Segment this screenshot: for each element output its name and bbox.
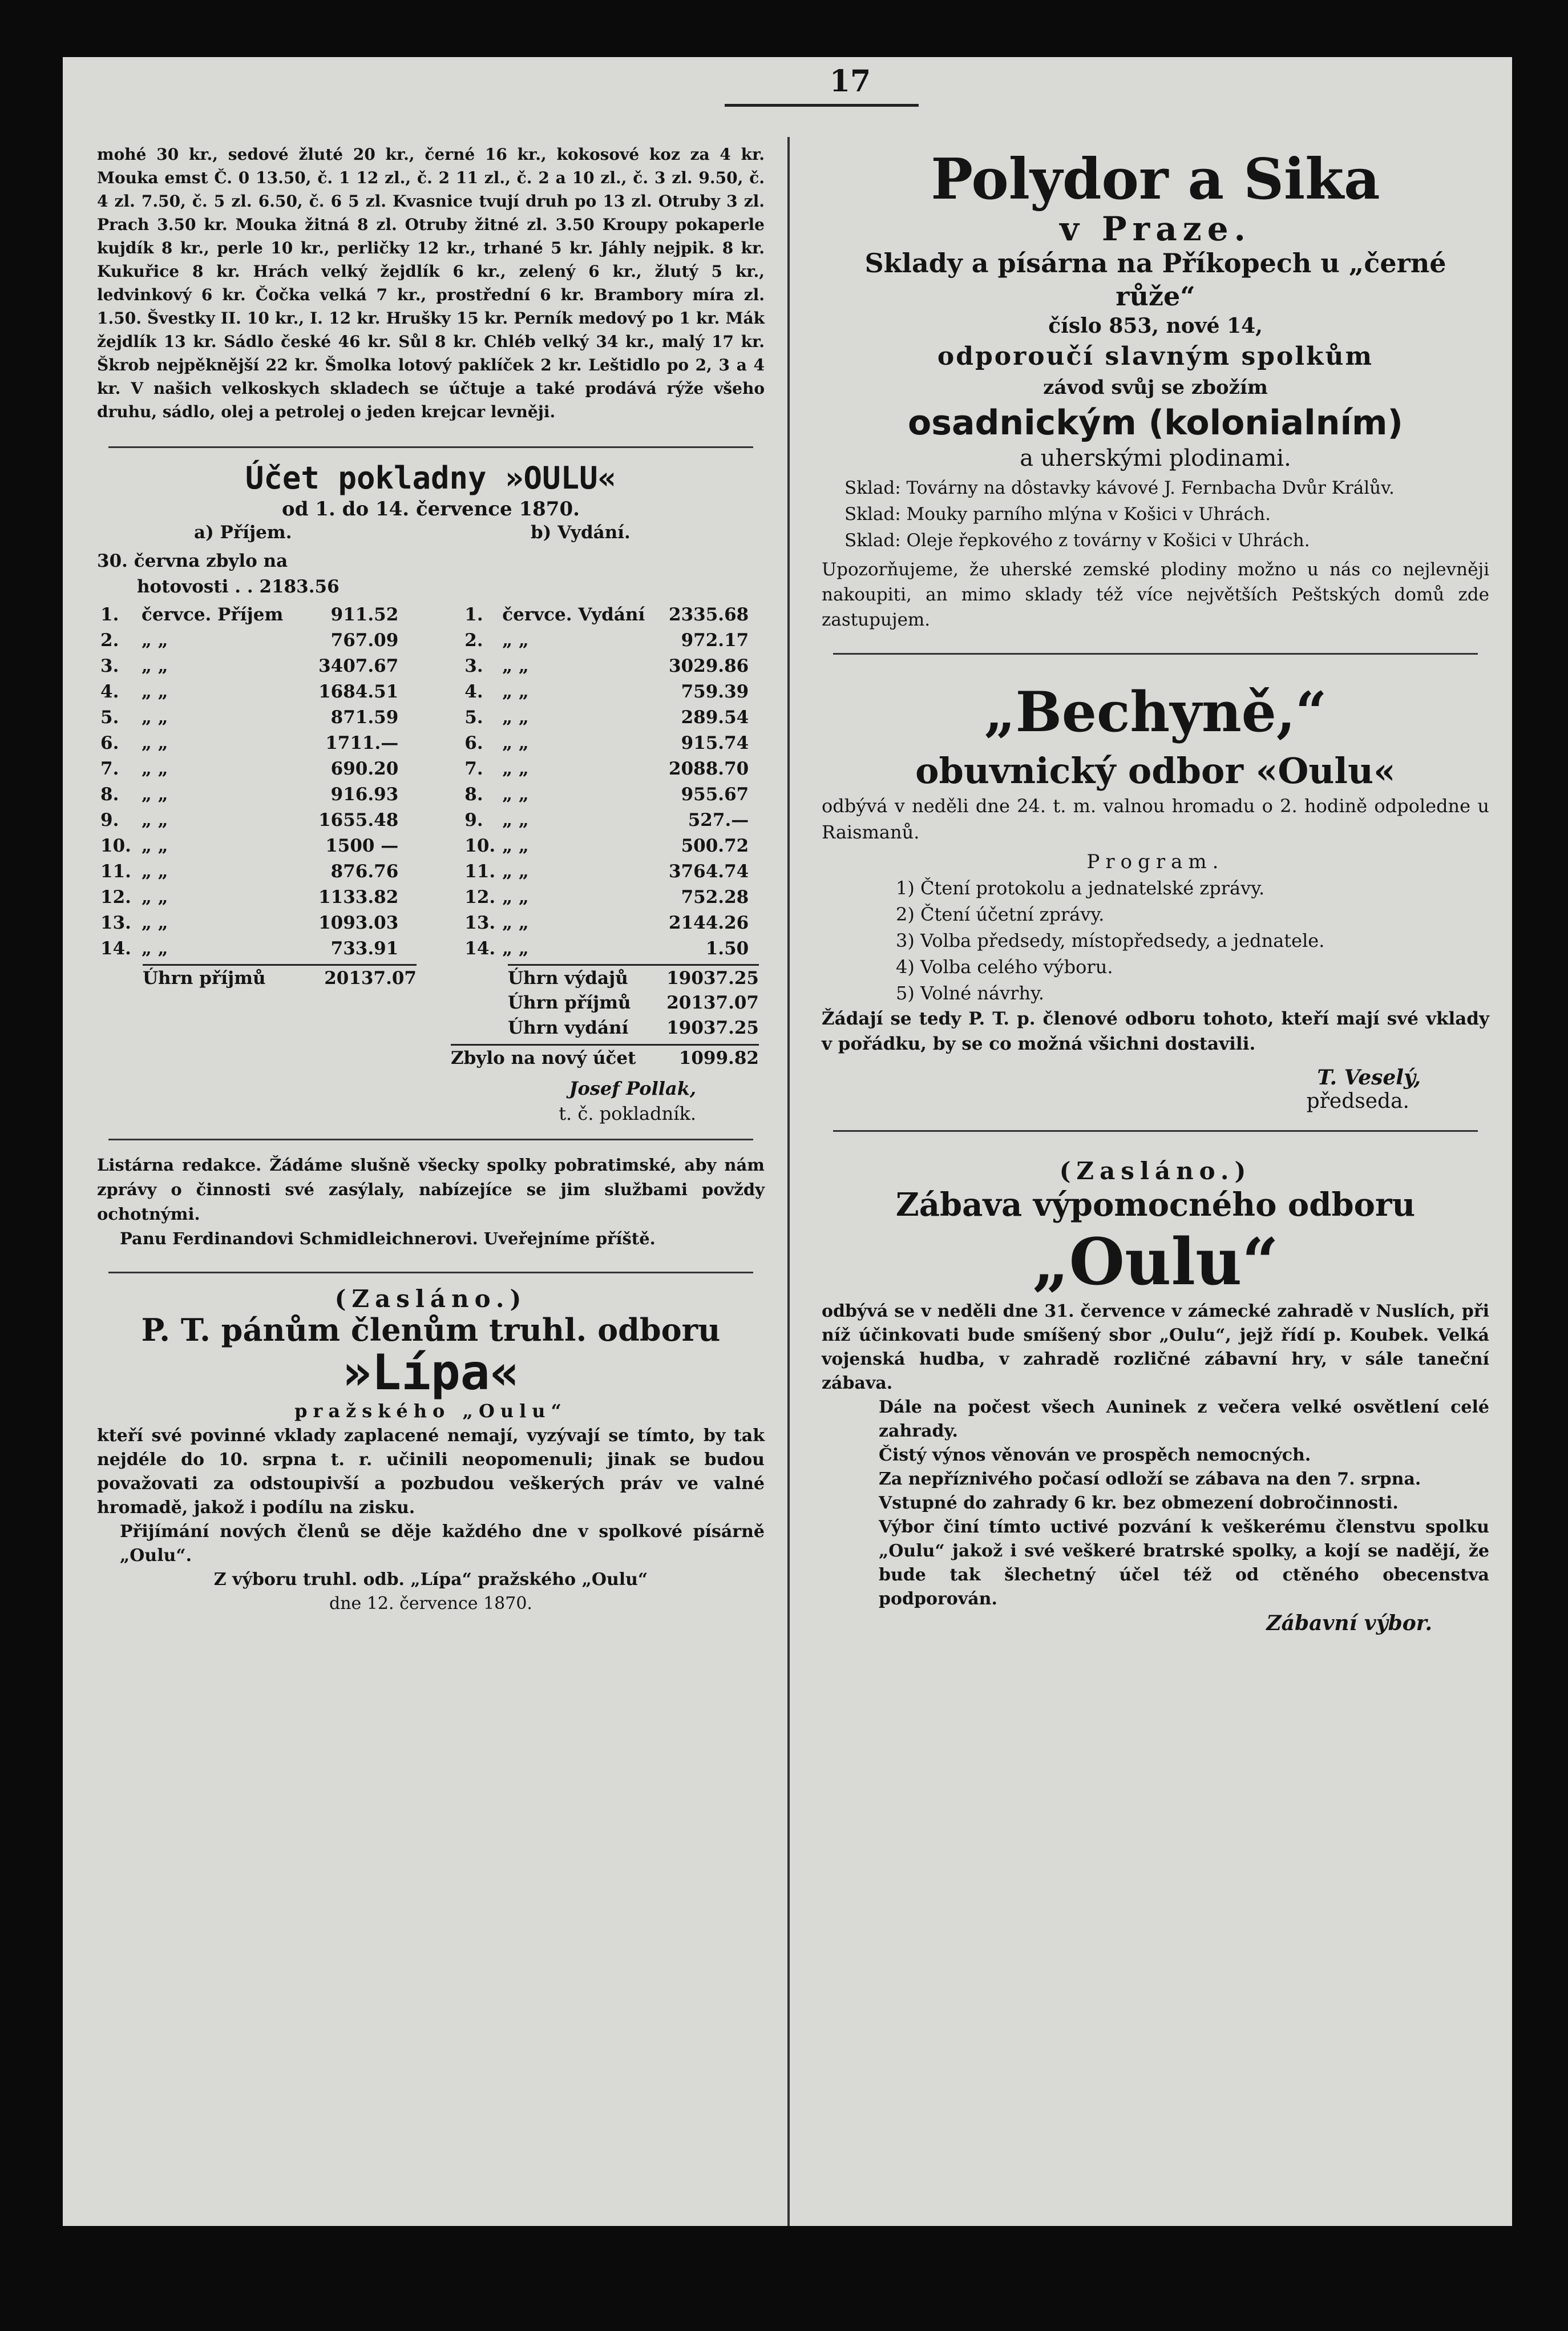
day: 3. [464,656,483,676]
sum-income-value: 20137.07 [666,993,759,1013]
account-row [97,910,752,936]
price-list: mohé 30 kr., sedové žluté 20 kr., černé 16 kr., kokosové koz za 4 kr. Mouka emst Č. 0 13.50, č. 1 12 zl., č. 2 11 zl., č. 2 a 10 zl., č. 3 zl. 9.50, č. 4 zl. 7.50, č. 5 zl. 6.50, č. 6 5 zl. Kvasnice tvují druh po 13 zl. Otruby 3 zl. Prach 3.50 kr. Mouka žitná 8 zl. Otruby žitné zl. 3.50 Kroupy pokaperle kujdík 8 kr., perle 10 kr., perličky 12 kr., trhané 5 kr. Jáhly nejpik. 8 kr. Kukuřice 8 kr. Hrách velký žejdlík 6 kr., zelený 6 kr., žlutý 5 kr., ledvinkový 6 kr. Čočka velká 7 kr., prostřední 6 kr. Brambory míra zl. 1.50. Švestky II. 10 kr., I. 12 kr. Hrušky 15 kr. Perník medový po 1 kr. Mák žejdlík 13 kr. Sádlo české 46 kr. Sůl 8 kr. Chléb velký 34 kr., malý 17 kr. Škrob nejpěknější 22 kr. Šmolka lotový paklíček 2 kr. Leštidlo po 2, 3 a 4 kr. V našich velkoskych skladech se účtuje a také prodává rýže všeho druhu, sádlo, olej a petrolej o jeden krejcar levněji. [97,145,765,421]
expense-value: 752.28 [681,887,749,908]
opening-label-1: června zbylo na [134,551,288,571]
right-column [822,143,1489,1635]
cashier-name: Josef Pollak, [569,1078,696,1099]
income-label: červce. Příjem [142,604,284,625]
account-row [97,705,752,731]
day: 7. [100,759,119,779]
income-label: „ „ [142,836,168,856]
expense-label: „ „ [502,784,529,805]
expense-label: „ „ [502,887,529,908]
program-item: 4) Volba celého výboru. [896,956,1113,978]
day: 4. [464,681,483,702]
expense-label: „ „ [502,759,529,779]
opening-value: 2183.56 [259,576,340,597]
income-header: a) Příjem. [194,522,292,543]
account-row [97,679,752,705]
lipa-name: »Lípa« [342,1344,520,1401]
account-row [97,885,752,910]
zabava-text-5: Vstupné do zahrady 6 kr. bez obmezení dobročinnosti. [879,1493,1399,1513]
expense-label: červce. Vydání [502,604,645,625]
income-label: „ „ [142,938,168,959]
expense-label: „ „ [502,707,529,728]
zabava-signature: Zábavní výbor. [1266,1611,1432,1635]
program-item: 1) Čtení protokolu a jednatelské zprávy. [896,877,1265,899]
firm-goods: osadnickým (kolonialním) [908,403,1403,443]
bechyne-subtitle: obuvnický odbor «Oulu« [915,750,1396,792]
cashier-signature [97,1076,765,1126]
income-value: 911.52 [330,604,399,625]
cashier-role: t. č. pokladník. [559,1103,696,1124]
income-total-row [143,964,417,991]
day: 3. [100,656,119,676]
divider [833,1130,1478,1132]
day: 2. [100,630,119,651]
divider [108,1139,753,1140]
opening-label-2: hotovosti [137,576,229,597]
income-label: „ „ [142,861,168,882]
newspaper-page [63,57,1512,2226]
expense-value: 915.74 [681,733,749,753]
income-label: „ „ [142,656,168,676]
day: 9. [464,810,483,830]
firm-stores: Sklady a písárna na Příkopech u „černé růže“ [864,248,1446,312]
day: 5. [100,707,119,728]
program-list [822,875,1489,1006]
day: 9. [100,810,119,830]
day: 14. [100,938,131,959]
firm-city: v Praze. [1060,209,1251,248]
zabava-text-4: Za nepříznivého počasí odloží se zábava na den 7. srpna. [879,1469,1421,1489]
expense-label: „ „ [502,861,529,882]
day: 2. [464,630,483,651]
account-row [97,859,752,885]
bechyne-text: odbývá v neděli dne 24. t. m. valnou hromadu o 2. hodině odpoledne u Raismanů. [822,795,1489,843]
expense-value: 955.67 [681,784,749,805]
expense-value: 500.72 [681,836,749,856]
firm-recommend: odporoučí slavným spolkům [937,342,1374,371]
day: 10. [464,836,496,856]
editorial-notes: Listárna redakce. Žádáme slušně všecky spolky pobratimské, aby nám zprávy o činnosti své zasýlaly, nabízejíce se jim službami povždy ochotnými. [97,1155,765,1224]
sum-income-row [508,990,759,1015]
day: 12. [100,887,131,908]
page-number: 17 [829,64,871,99]
expense-label: „ „ [502,733,529,753]
page-number-rule [725,104,919,107]
income-value: 1133.82 [318,887,399,908]
sum-expense-row [508,1015,759,1041]
expense-header: b) Vydání. [531,522,631,543]
day: 1. [100,604,119,625]
firm-goods-2: a uherskými plodinami. [1020,445,1291,471]
expense-label: „ „ [502,656,529,676]
account-title: Účet pokladny »OULU« [245,460,617,496]
income-label: „ „ [142,733,168,753]
income-label: „ „ [142,810,168,830]
firm-recommend-2: závod svůj se zbožím [1043,376,1268,399]
zabava-name: „Oulu“ [1032,1225,1279,1300]
divider [108,446,753,448]
opening-day: 30. [97,551,128,571]
account-row [97,654,752,679]
day: 13. [464,913,496,933]
expense-value: 3029.86 [669,656,749,676]
firm-address: číslo 853, nové 14, [1048,314,1263,338]
income-label: „ „ [142,707,168,728]
income-value: 871.59 [330,707,399,728]
income-value: 767.09 [330,630,399,651]
account-row [97,628,752,654]
account-row [97,782,752,808]
account-row [97,833,752,859]
income-total-value: 20137.07 [324,968,417,989]
bechyne-role: předseda. [1306,1090,1409,1113]
sum-expense-value: 19037.25 [666,1018,759,1038]
expense-value: 527.— [688,810,749,830]
day: 6. [100,733,119,753]
store-3: Sklad: Oleje řepkového z továrny v Košici v Uhrách. [844,530,1310,551]
income-label: „ „ [142,630,168,651]
sum-income-label: Úhrn příjmů [508,993,631,1013]
expense-value: 972.17 [681,630,749,651]
lipa-sign: Z výboru truhl. odb. „Lípa“ pražského „Oulu“ [213,1570,648,1590]
income-label: „ „ [142,913,168,933]
day: 4. [100,681,119,702]
day: 11. [100,861,131,882]
left-column [97,143,765,1616]
day: 5. [464,707,483,728]
day: 13. [100,913,131,933]
account-subtitle: od 1. do 14. července 1870. [282,498,580,521]
zabava-text-1: odbývá se v neděli dne 31. července v zámecké zahradě v Nuslích, při níž účinkovati bude smíšený sbor „Oulu“, jejž řídí p. Koubek. Velká vojenská hudba, v zahradě rozličné zábavní hry, v sále taneční zábava. [822,1301,1489,1393]
account-row [97,602,752,628]
zabava-text-3: Čistý výnos věnován ve prospěch nemocných. [879,1445,1311,1465]
program-item: 5) Volné návrhy. [896,982,1045,1004]
account-totals [97,962,765,1076]
income-value: 916.93 [330,784,399,805]
remainder-row [451,1044,759,1071]
firm-name: Polydor a Sika [931,147,1380,212]
program-label: Program. [1086,850,1225,873]
account-column-headers [97,522,765,549]
income-value: 1655.48 [318,810,399,830]
divider [108,1272,753,1273]
account-row [97,936,752,962]
store-1: Sklad: Továrny na dôstavky kávové J. Fernbacha Dvůr Králův. [844,478,1395,498]
account-row [97,756,752,782]
expense-value: 2335.68 [669,604,749,625]
income-value: 1711.— [325,733,399,753]
expense-label: „ „ [502,681,529,702]
expense-label: „ „ [502,810,529,830]
store-2: Sklad: Mouky parního mlýna v Košici v Uhrách. [844,504,1271,525]
income-value: 1684.51 [318,681,399,702]
remainder-label: Zbylo na nový účet [451,1048,636,1068]
lipa-date: dne 12. července 1870. [329,1594,532,1614]
day: 8. [100,784,119,805]
income-value: 733.91 [330,938,399,959]
expense-value: 2088.70 [669,759,749,779]
income-value: 3407.67 [318,656,399,676]
account-row [97,808,752,833]
income-total-label: Úhrn příjmů [143,968,266,989]
lipa-subtitle: pražského „Oulu“ [294,1400,567,1422]
expense-value: 2144.26 [669,913,749,933]
zabava-text-2: Dále na počest všech Auninek z večera velké osvětlení celé zahrady. [879,1397,1489,1441]
income-label: „ „ [142,784,168,805]
expense-value: 759.39 [681,681,749,702]
zaslano-label: (Zasláno.) [1059,1157,1252,1185]
sum-expense-label: Úhrn vydání [508,1018,629,1038]
opening-dots: . . [235,576,253,597]
income-label: „ „ [142,887,168,908]
expense-label: „ „ [502,630,529,651]
firm-stores-list [822,475,1489,554]
zaslano-label: (Zasláno.) [334,1285,527,1313]
bechyne-request: Žádají se tedy P. T. p. členové odboru tohoto, kteří mají své vklady v pořádku, by se co možná všichni dostavili. [822,1009,1489,1054]
income-label: „ „ [142,759,168,779]
editorial-note-2: Panu Ferdinandovi Schmidleichnerovi. Uveřejníme příště. [120,1229,656,1248]
day: 8. [464,784,483,805]
day: 1. [464,604,483,625]
bechyne-signature: T. Veselý, [1317,1066,1421,1090]
expense-label: „ „ [502,913,529,933]
divider [833,653,1478,655]
expense-label: „ „ [502,836,529,856]
day: 10. [100,836,131,856]
remainder-value: 1099.82 [678,1048,759,1068]
account-section [97,461,765,1126]
income-value: 876.76 [330,861,399,882]
income-value: 1500 — [325,836,399,856]
expense-total-label: Úhrn výdajů [508,968,628,989]
zabava-heading: Zábava výpomocného odboru [895,1186,1416,1224]
zabava-text-6: Výbor činí tímto uctivé pozvání k veškerému členstvu spolku „Oulu“ jakož i své veškeré bratrské spolky, a kojí se nadějí, že bude tak šlechetný účel též od ctěného obecenstva podporován. [879,1517,1489,1609]
expense-value: 3764.74 [669,861,749,882]
income-value: 1093.03 [318,913,399,933]
expense-label: „ „ [502,938,529,959]
day: 11. [464,861,496,882]
day: 14. [464,938,496,959]
expense-value: 289.54 [681,707,749,728]
program-item: 3) Volba předsedy, místopředsedy, a jednatele. [896,930,1325,951]
day: 12. [464,887,496,908]
lipa-body-2: Přijímání nových členů se děje každého dne v spolkové písárně „Oulu“. [120,1522,765,1566]
account-row [97,731,752,756]
lipa-heading: P. T. pánům členům truhl. odboru [141,1312,721,1348]
expense-total-value: 19037.25 [666,968,759,989]
program-item: 2) Čtení účetní zprávy. [896,904,1105,925]
expense-value: 1.50 [705,938,749,959]
expense-total-row [508,964,759,991]
firm-notice: Upozorňujeme, že uherské zemské plodiny možno u nás co nejlevněji nakoupiti, an mimo sklady též více největších Peštských domů zde zastupujem. [822,559,1489,630]
income-value: 690.20 [330,759,399,779]
column-divider [787,137,790,2226]
account-table [97,602,752,962]
day: 6. [464,733,483,753]
lipa-body: kteří své povinné vklady zaplacené nemají, vyzývají se tímto, by tak nejdéle do 10. srpna t. r. učinili neopomenuli; jinak se budou považovati za odstoupivší a pozbudou veškerých práv ve valné hromadě, jakož i podílu na zisku. [97,1426,765,1518]
income-label: „ „ [142,681,168,702]
bechyne-title: „Bechyně,“ [984,680,1327,744]
opening-balance [97,549,765,600]
day: 7. [464,759,483,779]
